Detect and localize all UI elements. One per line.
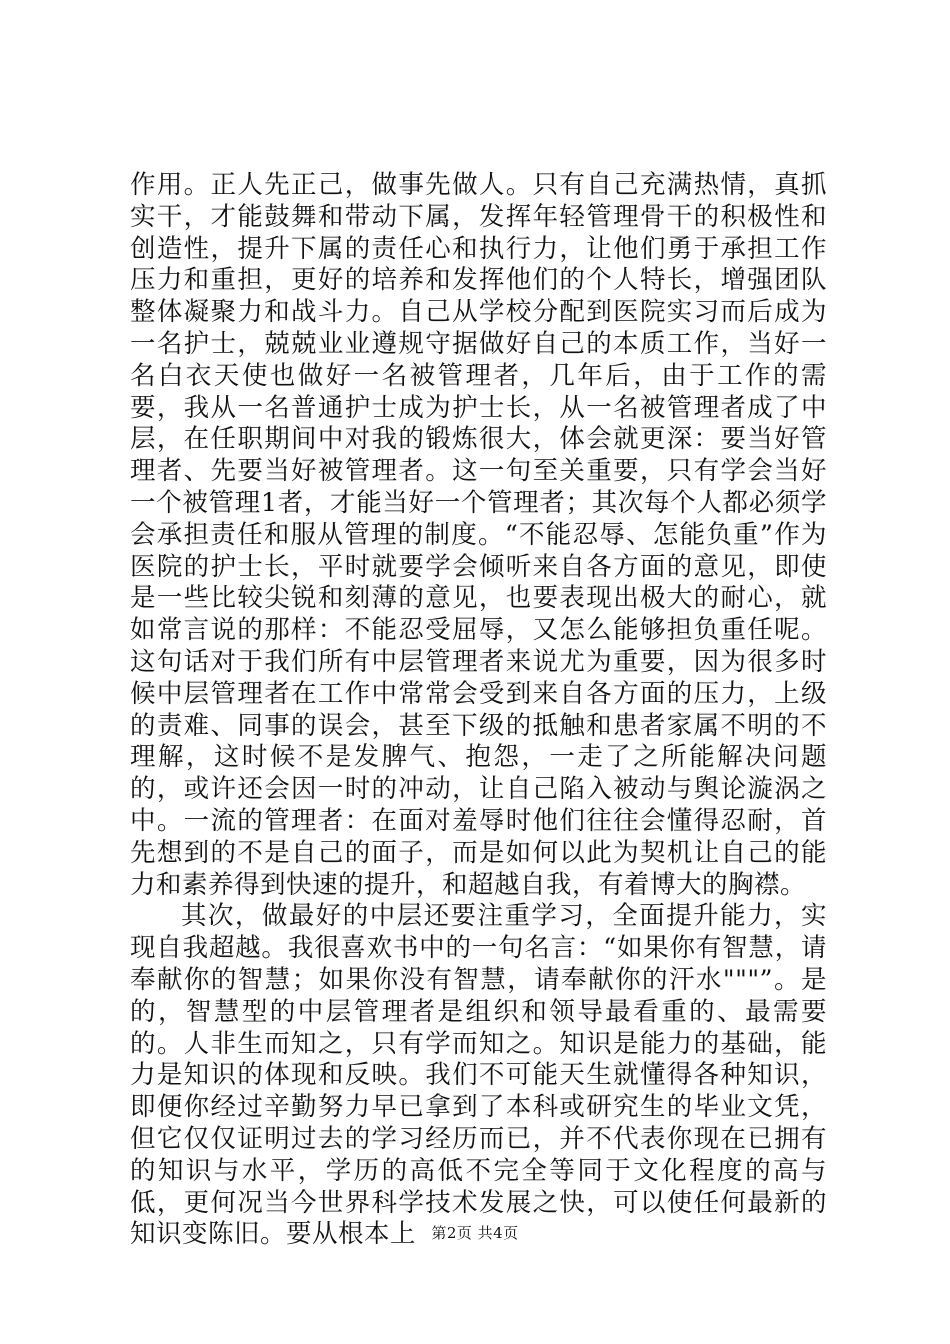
page-footer: 第2页 共4页 (431, 1224, 519, 1242)
paragraph-continued: 作用。正人先正己，做事先做人。只有自己充满热情，真抓实干，才能鼓舞和带动下属，发挥年轻管理骨干的积极性和创造性，提升下属的责任心和执行力，让他们勇于承担工作压力和重担，更好的培养和发挥他们的个人特长，增强团队整体凝聚力和战斗力。自己从学校分配到医院实习而后成为一名护士，兢兢业业遵规守据做好自己的本质工作，当好一名白衣天使也做好一名被管理者，几年后，由于工作的需要，我从一名普通护士成为护士长，从一名被管理者成了中层，在任职期间中对我的锻炼很大，体会就更深：要当好管理者、先要当好被管理者。这一句至关重要，只有学会当好一个被管理1者，才能当好一个管理者；其次每个人都必须学会承担责任和服从管理的制度。“不能忍辱、怎能负重”作为医院的护士长，平时就要学会倾听来自各方面的意见，即使是一些比较尖锐和刻薄的意见，也要表现出极大的耐心，就如常言说的那样：不能忍受屈辱，又怎么能够担负重任呢。这句话对于我们所有中层管理者来说尤为重要，因为很多时候中层管理者在工作中常常会受到来自各方面的压力，上级的责难、同事的误会，甚至下级的抵触和患者家属不明的不理解，这时候不是发脾气、抱怨，一走了之所能解决问题的，或许还会因一时的冲动，让自己陷入被动与舆论漩涡之中。一流的管理者：在面对羞辱时他们往往会懂得忍耐，首先想到的不是自己的面子，而是如何以此为契机让自己的能力和素养得到快速的提升，和超越自我，有着博大的胸襟。 (130, 170, 827, 900)
paragraph-second: 其次，做最好的中层还要注重学习，全面提升能力，实现自我超越。我很喜欢书中的一句名言：“如果你有智慧，请奉献你的智慧；如果你没有智慧，请奉献你的汗水"""”。是的，智慧型的中层管理者是组织和领导最看重的、最需要的。人非生而知之，只有学而知之。知识是能力的基础，能力是知识的体现和反映。我们不可能天生就懂得各种知识，即便你经过辛勤努力早已拿到了本科或研究生的毕业文凭，但它仅仅证明过去的学习经历而已，并不代表你现在已拥有的知识与水平，学历的高低不完全等同于文化程度的高与低，更何况当今世界科学技术发展之快，可以使任何最新的知识变陈旧。要从根本上 (130, 901, 827, 1250)
body-text (130, 170, 827, 1251)
